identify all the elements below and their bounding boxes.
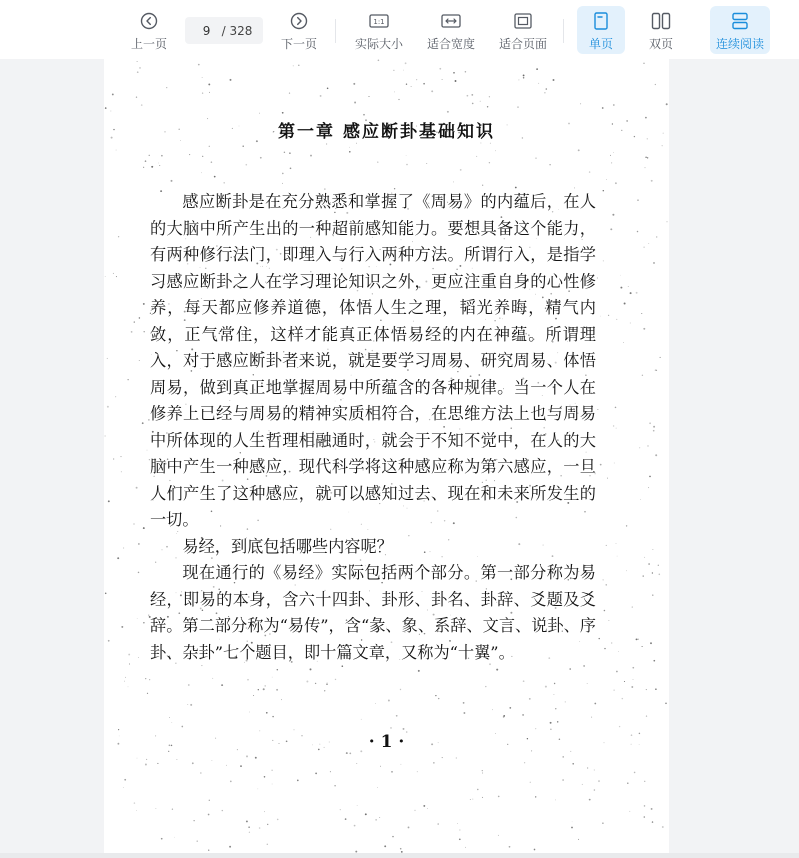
single-page-label: 单页 [588, 37, 613, 51]
svg-text:1:1: 1:1 [373, 18, 385, 26]
actual-size-icon [369, 9, 389, 33]
continuous-reading-button[interactable] [710, 6, 770, 54]
fit-width-button[interactable] [423, 6, 479, 54]
page-number: · 1 · [368, 732, 405, 752]
document-page [104, 59, 669, 854]
fit-page-icon [513, 9, 533, 33]
toolbar-divider [563, 19, 564, 43]
reader-toolbar [0, 0, 799, 59]
single-page-button[interactable] [577, 6, 625, 54]
double-page-label: 双页 [648, 37, 673, 51]
toolbar-divider [335, 19, 336, 43]
next-page-button[interactable] [277, 6, 321, 54]
total-pages: / 328 [221, 23, 253, 38]
current-page-input[interactable] [196, 24, 218, 38]
double-page-button[interactable] [637, 6, 685, 54]
chevron-left-circle-icon [140, 9, 158, 33]
single-page-icon [593, 9, 609, 33]
fit-width-label: 适合宽度 [426, 37, 475, 51]
fit-width-icon [441, 9, 461, 33]
chevron-right-circle-icon [290, 9, 308, 33]
chapter-title: 第一章 感应断卦基础知识 [278, 122, 495, 142]
continuous-reading-label: 连续阅读 [715, 37, 764, 51]
fit-page-button[interactable] [495, 6, 551, 54]
actual-size-label: 实际大小 [354, 37, 403, 51]
double-page-icon [651, 9, 671, 33]
page-indicator [185, 17, 263, 44]
document-viewport[interactable] [0, 59, 799, 858]
actual-size-button[interactable] [351, 6, 407, 54]
scroll-edge [0, 853, 799, 858]
prev-page-button[interactable] [127, 6, 171, 54]
continuous-reading-icon [731, 9, 749, 33]
paragraph: 现在通行的《易经》实际包括两个部分。第一部分称为易经，即易的本身，含六十四卦、卦形、卦名、卦辞、爻题及爻辞。第二部分称为“易传”，含“彖、象、系辞、文言、说卦、序卦、杂卦”七个题目，即十篇文章，又称为“十翼”。 [150, 563, 596, 662]
prev-page-label: 上一页 [130, 37, 167, 51]
paragraph: 感应断卦是在充分熟悉和掌握了《周易》的内蕴后，在人的大脑中所产生出的一种超前感知能力。要想具备这个能力，有两种修行法门，即理入与行入两种方法。所谓行入，是指学习感应断卦之人在学习理论知识之外，更应注重自身的心性修养，每天都应修养道德，体悟人生之理，韬光养晦，精气内敛，正气常住，这样才能真正体悟易经的内在神蕴。所谓理入，对于感应断卦者来说，就是要学习周易、研究周易、体悟周易，做到真正地掌握周易中所蕴含的各种规律。当一个人在修养上已经与周易的精神实质相符合，在思维方法上也与周易中所体现的人生哲理相融通时，就会于不知不觉中，在人的大脑中产生一种感应，现代科学将这种感应称为第六感应，一旦人们产生了这种感应，就可以感知过去、现在和未来所发生的一切。 [150, 192, 596, 529]
fit-page-label: 适合页面 [498, 37, 547, 51]
body-text [150, 189, 596, 666]
next-page-label: 下一页 [280, 37, 317, 51]
paragraph: 易经，到底包括哪些内容呢？ [182, 536, 393, 556]
